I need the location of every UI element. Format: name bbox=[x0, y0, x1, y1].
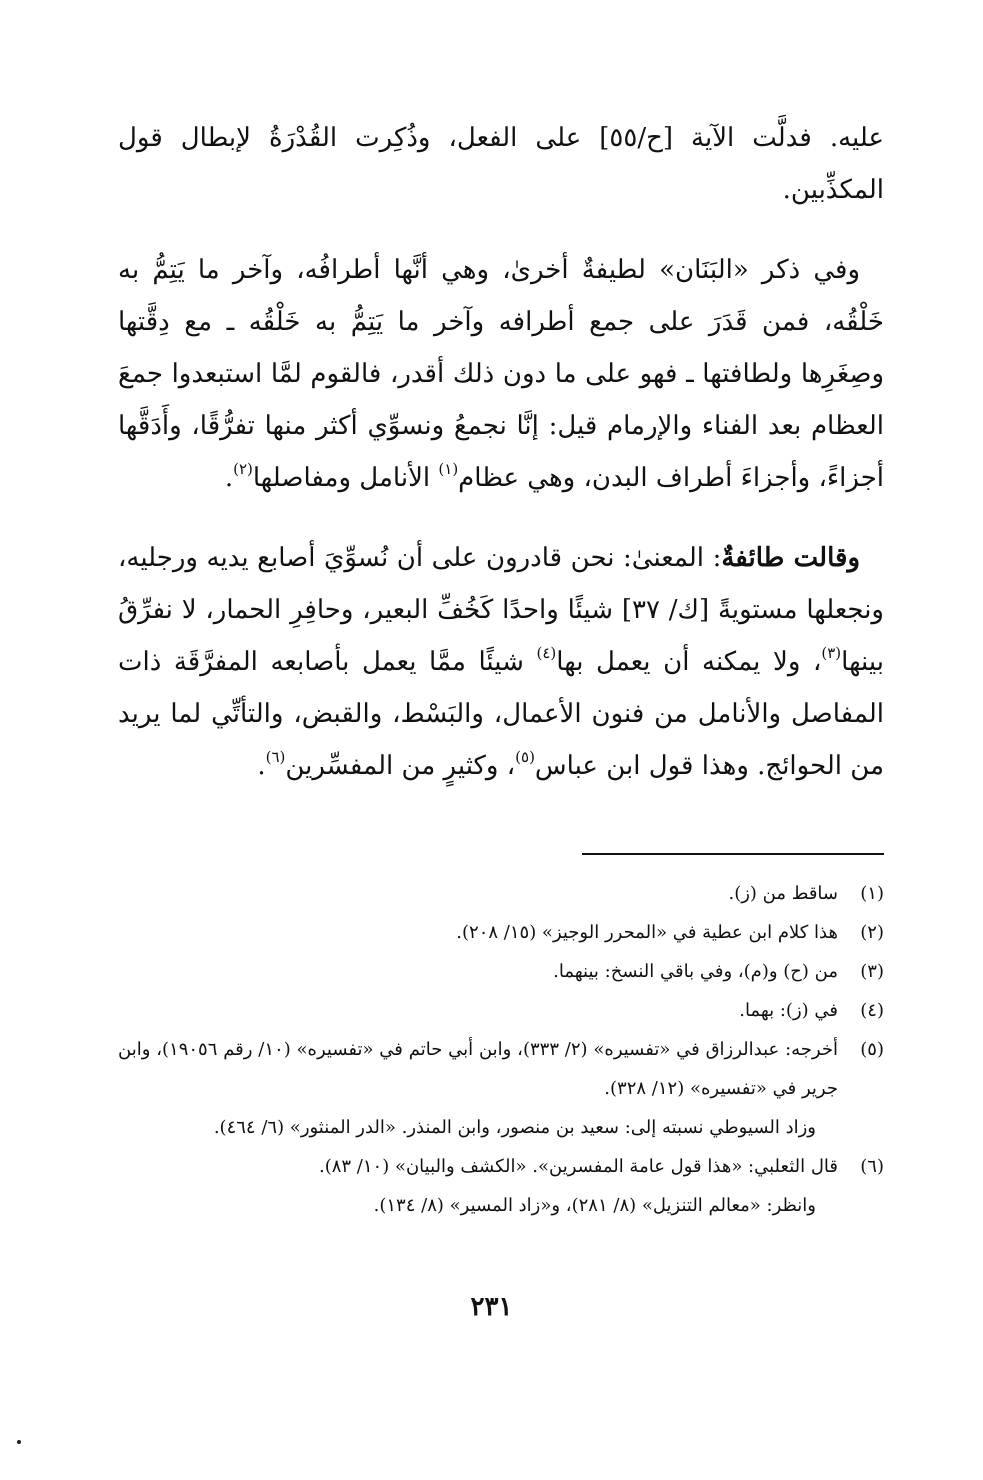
footnote-number: (٤) bbox=[860, 1000, 884, 1021]
footnote-ref-5[interactable]: (٥) bbox=[515, 748, 535, 766]
footnote-2 bbox=[118, 913, 884, 952]
footnote-ref-2[interactable]: (٢) bbox=[233, 460, 253, 478]
footnote-ref-3[interactable]: (٣) bbox=[821, 644, 842, 662]
main-text bbox=[118, 112, 884, 820]
paragraph-3-end: . bbox=[257, 751, 266, 781]
footnote-body bbox=[118, 874, 838, 913]
footnote-number: (٥) bbox=[860, 1039, 884, 1060]
footnote-line: هذا كلام ابن عطية في «المحرر الوجيز» (١٥/ ٢٠٨). bbox=[456, 922, 838, 943]
footnotes bbox=[118, 874, 884, 1225]
footnote-body bbox=[118, 1030, 838, 1147]
footnote-body bbox=[118, 952, 838, 991]
footnote-1 bbox=[118, 874, 884, 913]
scan-speck bbox=[17, 1440, 21, 1444]
footnote-6 bbox=[118, 1147, 884, 1225]
footnote-body bbox=[118, 991, 838, 1030]
footnote-3 bbox=[118, 952, 884, 991]
footnote-number: (٣) bbox=[860, 961, 884, 982]
footnote-line: وانظر: «معالم التنزيل» (٨/ ٢٨١)، و«زاد المسير» (٨/ ١٣٤). bbox=[373, 1195, 816, 1216]
paragraph-3-lead: وقالت طائفةٌ bbox=[721, 543, 861, 573]
footnote-number: (٢) bbox=[860, 922, 884, 943]
paragraph-3-text-b: ، ولا يمكنه أن يعمل بها bbox=[556, 647, 822, 677]
footnote-line: وزاد السيوطي نسبته إلى: سعيد بن منصور، وابن المنذر. «الدر المنثور» (٦/ ٤٦٤). bbox=[213, 1117, 816, 1138]
footnote-ref-6[interactable]: (٦) bbox=[265, 748, 286, 766]
paragraph-2-text: وفي ذكر «البَنَان» لطيفةٌ أخرىٰ، وهي أنَّها أطرافُه، وآخر ما يَتِمُّ به خَلْقُه، فمن قَدَرَ على جمع أطرافه وآخر ما يَتِمُّ به خَلْقُه ـ مع دِقَّتها وصِغَرِها ولطافتها ـ فهو على ما دون ذلك أقدر، فالقوم لمَّا استبعدوا جمعَ العظام بعد الفناء والإرمام قيل: إنَّا نجمعُ ونسوِّي أكثر منها تفرُّقًا، وأَدَقَّها أجزاءً، وأجزاءَ أطراف البدن، وهي عظام bbox=[118, 255, 884, 493]
paragraph-1-text: عليه. فدلَّت الآية [ح/٥٥] على الفعل، وذُكِرت القُدْرَةُ لإبطال قول المكذِّبين. bbox=[118, 123, 884, 205]
footnote-line: في (ز): بهما. bbox=[739, 1000, 838, 1021]
paragraph-3-text-a: : المعنىٰ: نحن قادرون على أن نُسوِّيَ أصابع يديه ورجليه، ونجعلها مستويةً [ك/ ٣٧] شيئًا واحدًا كَخُفِّ البعير، وحافِرِ الحمار، لا نفرِّقُ بينها bbox=[118, 543, 884, 677]
footnote-line: قال الثعلبي: «هذا قول عامة المفسرين». «الكشف والبيان» (١٠/ ٨٣). bbox=[318, 1156, 838, 1177]
paragraph-1 bbox=[118, 112, 884, 216]
page-number: ٢٣١ bbox=[470, 1292, 513, 1322]
paragraph-2-tail: الأنامل ومفاصلها bbox=[252, 463, 439, 493]
footnote-number: (٦) bbox=[860, 1156, 884, 1177]
footnote-4 bbox=[118, 991, 884, 1030]
footnote-body bbox=[118, 1147, 838, 1225]
footnote-ref-1[interactable]: (١) bbox=[438, 460, 459, 478]
footnote-5 bbox=[118, 1030, 884, 1147]
footnote-line: من (ح) و(م)، وفي باقي النسخ: بينهما. bbox=[553, 961, 838, 982]
footnote-line: أخرجه: عبدالرزاق في «تفسيره» (٢/ ٣٣٣)، وابن أبي حاتم في «تفسيره» (١٠/ رقم ١٩٠٥٦)، وابن جرير في «تفسيره» (١٢/ ٣٢٨). bbox=[118, 1039, 838, 1099]
paragraph-2-end: . bbox=[224, 463, 234, 493]
paragraph-2 bbox=[118, 244, 884, 504]
footnote-body bbox=[118, 913, 838, 952]
footnote-line: ساقط من (ز). bbox=[728, 883, 838, 904]
paragraph-3-text-c: شيئًا ممَّا يعمل بأصابعه المفرَّقَة ذات المفاصل والأنامل من فنون الأعمال، والبَسْط، والقبض، والتأتِّي لما يريد من الحوائج. وهذا قول ابن عباس bbox=[118, 647, 884, 781]
paragraph-3 bbox=[118, 532, 884, 792]
paragraph-3-text-d: ، وكثيرٍ من المفسِّرين bbox=[285, 751, 516, 781]
footnote-number: (١) bbox=[860, 883, 884, 904]
footnote-ref-4[interactable]: (٤) bbox=[536, 644, 557, 662]
footnote-separator bbox=[582, 853, 884, 855]
